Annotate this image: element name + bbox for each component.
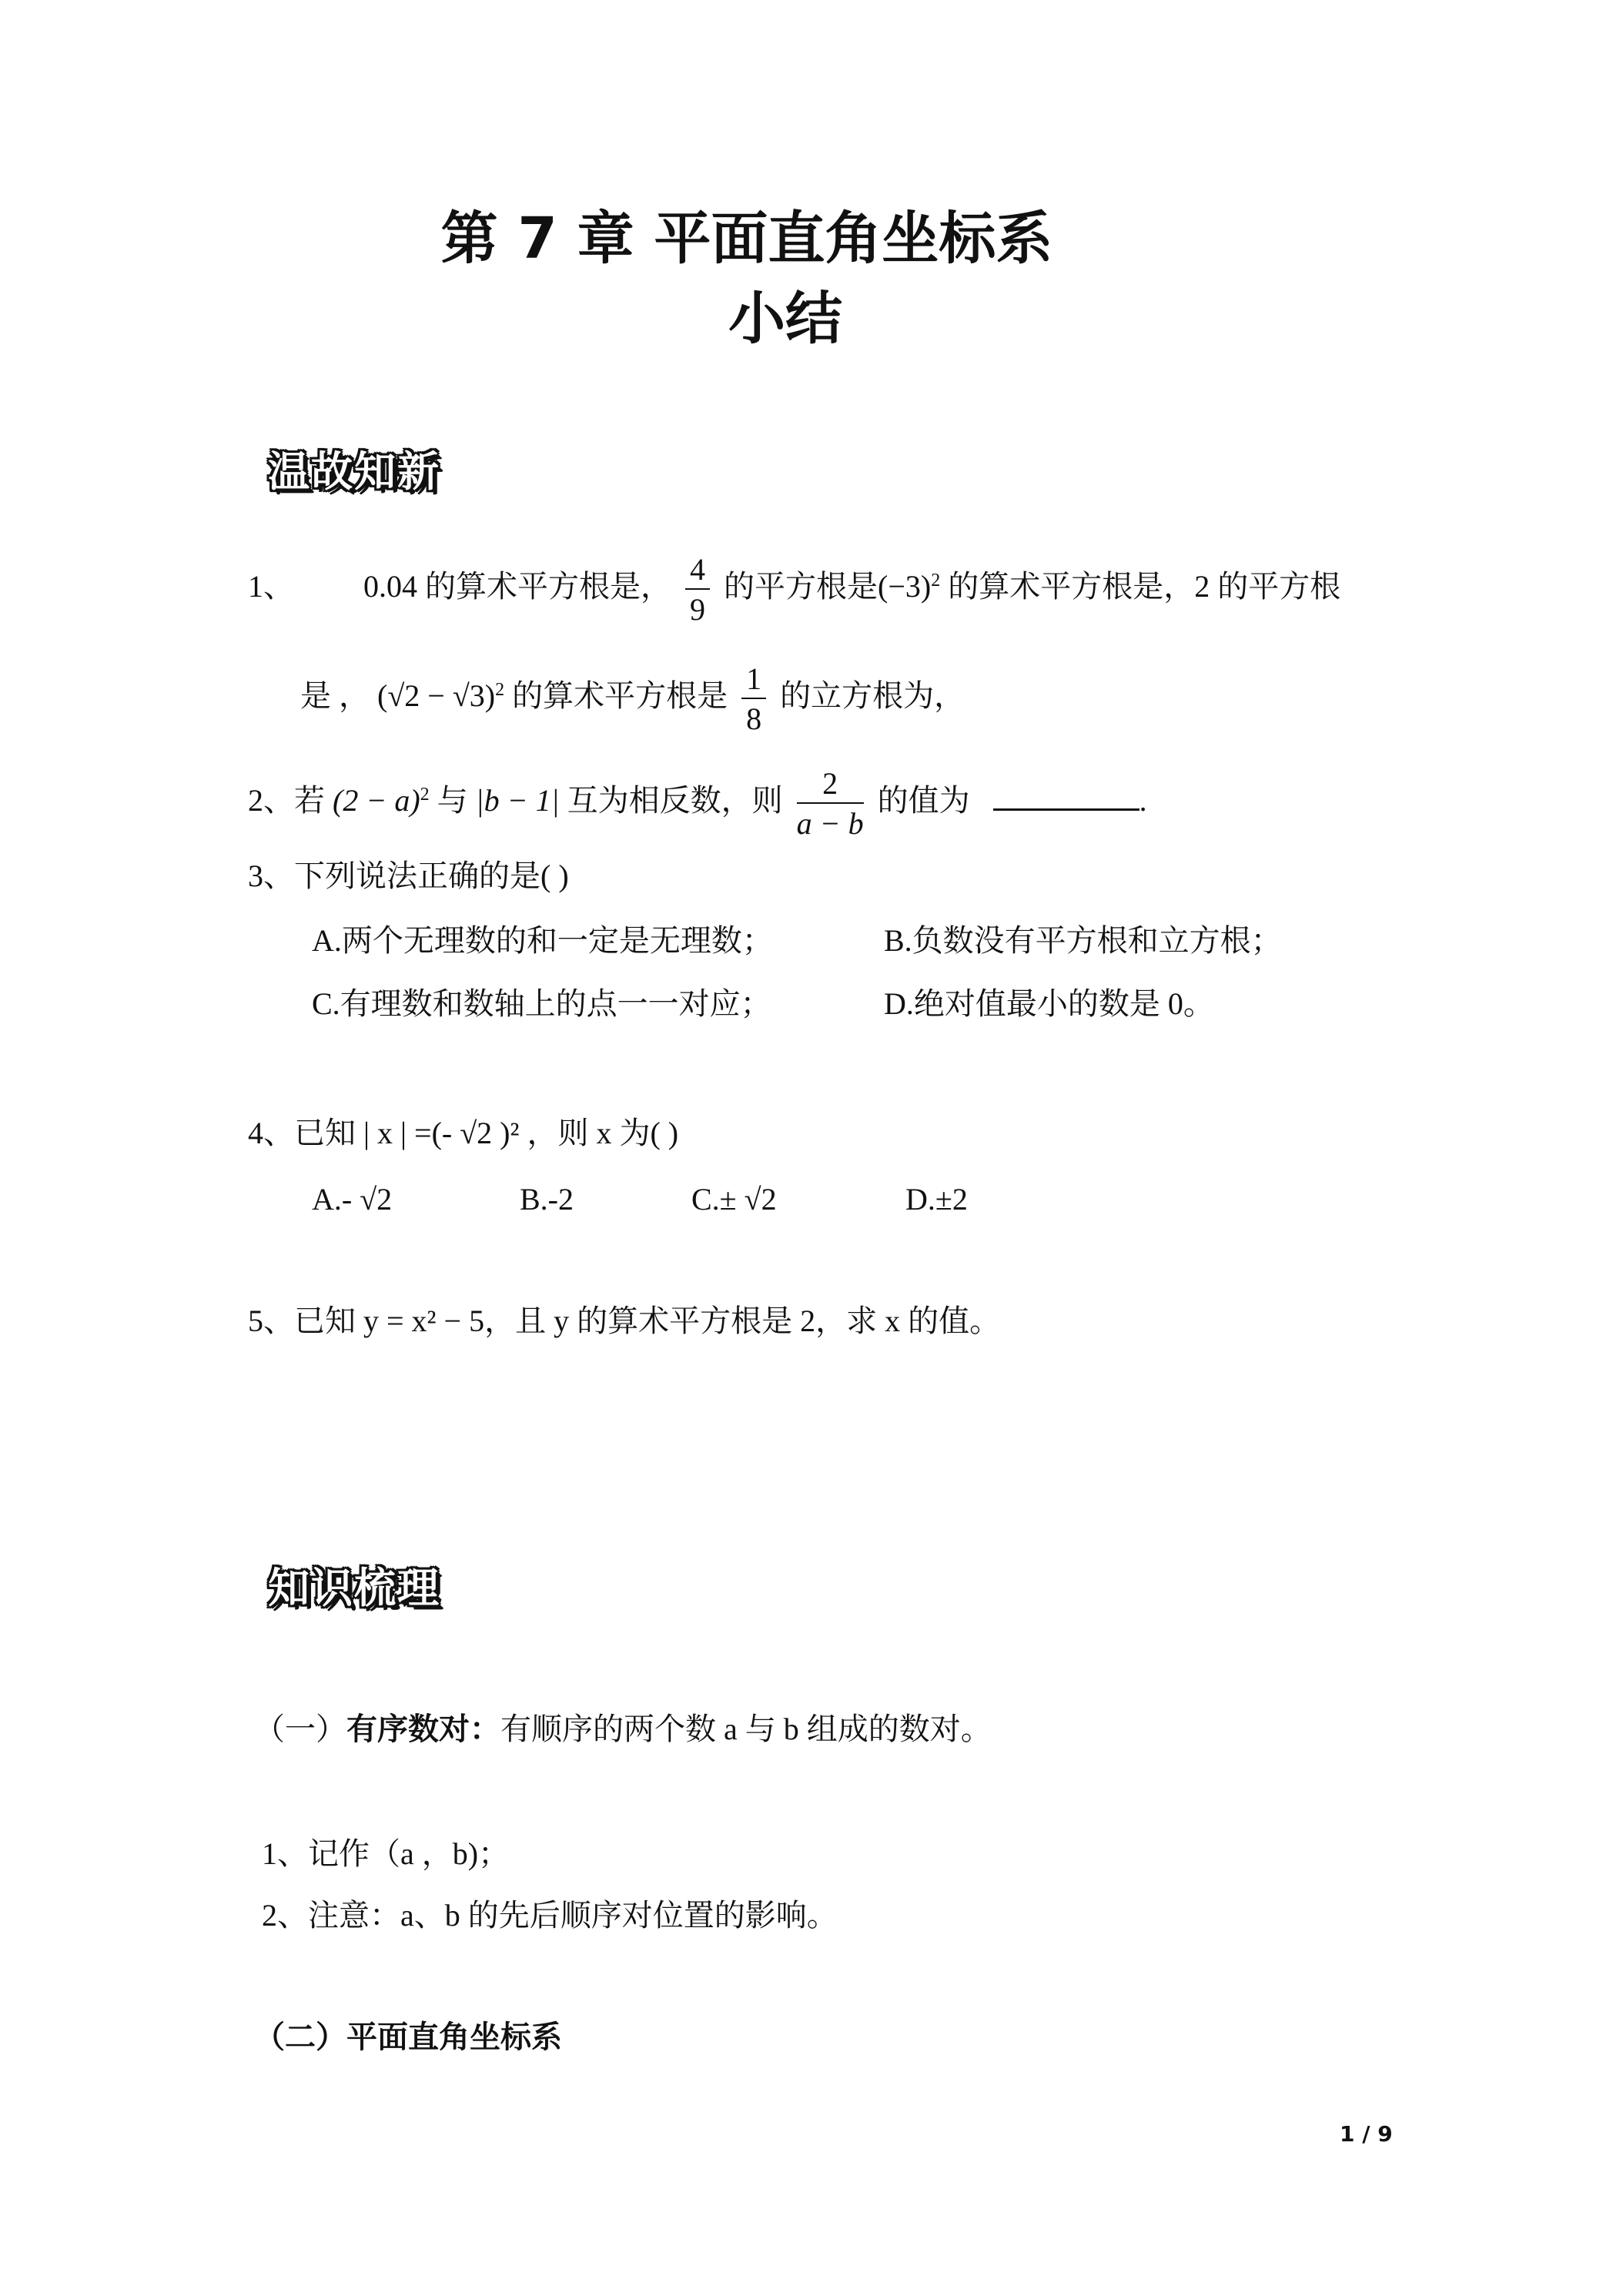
page-number: 1 / 9	[1340, 2121, 1393, 2147]
math-expression: (√2 − √3)	[377, 678, 496, 714]
option-b: B.-2	[520, 1182, 574, 1217]
q2-text: 的值为	[877, 783, 970, 818]
fraction-numerator: 4	[685, 554, 710, 590]
section-heading-review: 温故知新	[268, 447, 440, 496]
q1-text: 的平方根是	[724, 569, 878, 604]
exponent: 2	[420, 784, 430, 805]
q1-text: 是 ，	[300, 678, 370, 714]
coordinate-system-heading: （二）平面直角坐标系	[254, 2020, 562, 2055]
list-item: 1、记作（a ，b)；	[262, 1836, 510, 1871]
fraction-numerator: 1	[741, 664, 766, 699]
question-number: 1、	[248, 569, 294, 604]
question-1-line-2	[300, 661, 965, 736]
term: 有序数对：	[346, 1712, 500, 1747]
section-label: （一）	[254, 1712, 346, 1746]
page-title: 第 7 章 平面直角坐标系	[440, 206, 1053, 272]
option-c: C.有理数和数轴上的点一一对应；	[312, 986, 771, 1021]
fraction-denominator: a − b	[796, 806, 864, 841]
q2-text: 与	[437, 783, 468, 818]
question-5: 5、已知 y = x² − 5，且 y 的算术平方根是 2，求 x 的值。	[248, 1304, 1001, 1338]
section-heading-knowledge: 知识梳理	[268, 1564, 440, 1612]
ordered-pair-definition	[254, 1708, 992, 1751]
q1-text: 0.04 的算术平方根是，	[363, 569, 671, 604]
question-1-line-1	[248, 554, 1340, 625]
question-3-stem: 3、下列说法正确的是( )	[248, 858, 569, 893]
fraction	[797, 768, 864, 839]
exponent: 2	[495, 679, 505, 700]
option-a: A.两个无理数的和一定是无理数；	[312, 923, 773, 958]
definition-text: 有顺序的两个数 a 与 b 组成的数对。	[500, 1712, 992, 1746]
question-2	[248, 768, 1147, 839]
option-d: D.±2	[905, 1182, 968, 1217]
q2-text: 互为相反数，则	[567, 783, 783, 818]
answer-blank[interactable]	[993, 778, 1139, 811]
q1-text: 的算术平方根是	[512, 678, 728, 714]
page-subtitle: 小结	[728, 286, 842, 352]
math-expression: (−3)	[878, 569, 932, 604]
fraction-denominator: 9	[690, 592, 705, 627]
option-a: A.- √2	[312, 1182, 393, 1217]
q1-text: 的算术平方根是，2 的平方根	[948, 569, 1341, 604]
q2-text: .	[1139, 783, 1147, 818]
question-4-stem: 4、已知 | x | =(- √2 )² ，则 x 为( )	[248, 1116, 679, 1150]
fraction-numerator: 2	[797, 768, 864, 804]
fraction	[741, 661, 766, 736]
option-c: C.± √2	[691, 1182, 777, 1217]
q1-text: 的立方根为，	[780, 678, 965, 714]
fraction	[685, 554, 710, 625]
exponent: 2	[931, 570, 941, 591]
list-item: 2、注意：a、b 的先后顺序对位置的影响。	[262, 1898, 838, 1933]
fraction-denominator: 8	[746, 701, 762, 736]
option-b: B.负数没有平方根和立方根；	[884, 923, 1282, 958]
math-expression: |b − 1|	[475, 783, 560, 818]
option-d: D.绝对值最小的数是 0。	[884, 986, 1214, 1021]
math-expression: (2 − a)	[333, 783, 420, 818]
question-number: 2、若	[248, 783, 325, 818]
